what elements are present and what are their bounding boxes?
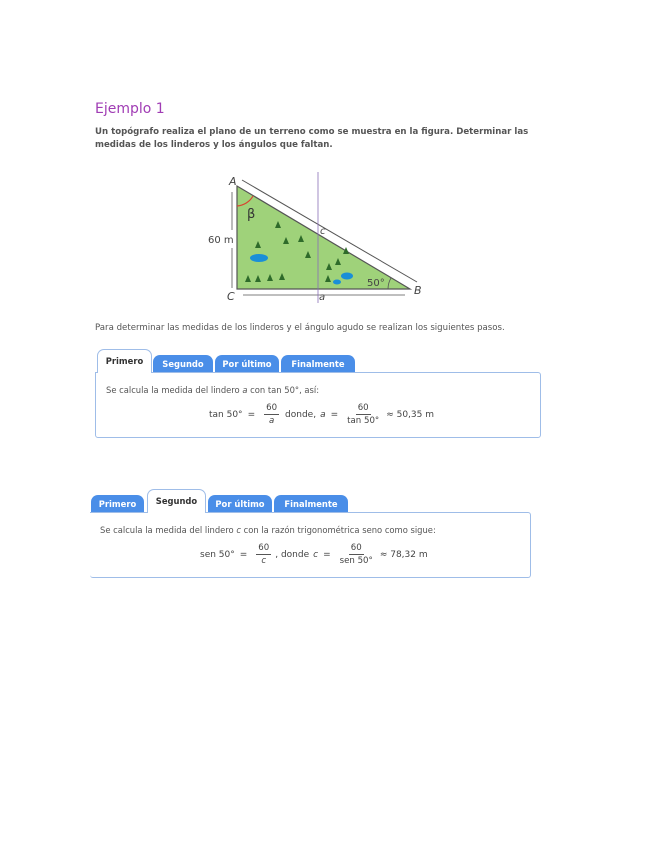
panel-1-text: [106, 385, 319, 395]
pond: [250, 254, 268, 262]
f-approx: ≈ 78,32 m: [379, 549, 428, 560]
example-title: Ejemplo 1: [95, 101, 165, 117]
label-beta: β: [247, 207, 256, 222]
label-50deg: 50°: [367, 278, 385, 289]
label-B: B: [414, 284, 422, 297]
f-donde: , donde: [275, 549, 310, 560]
tab-por-ultimo[interactable]: Por último: [208, 495, 272, 513]
numerator: 60: [350, 543, 362, 553]
formula-1: [209, 403, 434, 426]
panel-2-text: [100, 525, 436, 535]
f-lhs: tan 50°: [209, 409, 243, 420]
f-eq: =: [239, 549, 248, 560]
terrain-figure: [205, 170, 445, 305]
fraction: [256, 543, 271, 566]
denominator: c: [261, 556, 267, 566]
f-lhs: sen 50°: [200, 549, 235, 560]
tab-segundo[interactable]: Segundo: [147, 489, 206, 513]
label-C: C: [227, 290, 235, 303]
text-post: con tan 50°, así:: [247, 385, 320, 395]
numerator: 60: [266, 403, 278, 413]
fraction: [347, 403, 379, 426]
example-statement: Un topógrafo realiza el plano de un terreno como se muestra en la figura. Determinar las medidas de los linderos y los ángulos que faltan.: [95, 127, 529, 150]
label-c: c: [320, 226, 326, 237]
fraction: [340, 543, 373, 566]
f-var: a: [320, 409, 326, 420]
steps-intro: Para determinar las medidas de los linderos y el ángulo agudo se realizan los siguientes pasos.: [95, 323, 505, 333]
denominator: tan 50°: [347, 416, 380, 426]
label-A: A: [229, 175, 237, 188]
terrain-triangle: [237, 186, 410, 289]
f-eq2: =: [323, 549, 331, 560]
denominator: a: [268, 416, 275, 426]
tab-finalmente[interactable]: Finalmente: [274, 495, 348, 513]
fraction: [264, 403, 279, 426]
text-var: a: [242, 385, 248, 395]
f-eq: =: [247, 409, 256, 420]
text-pre: Se calcula la medida del lindero: [100, 525, 237, 535]
panel-2: [90, 512, 531, 578]
f-eq2: =: [330, 409, 339, 420]
numerator: 60: [357, 403, 369, 413]
label-a: a: [319, 292, 326, 303]
pond: [341, 273, 353, 280]
text-var: c: [236, 525, 241, 535]
tab-por-ultimo[interactable]: Por último: [215, 355, 279, 373]
panel-1: [95, 372, 541, 438]
label-60m: 60 m: [208, 235, 234, 246]
f-approx: ≈ 50,35 m: [386, 409, 434, 420]
tab-primero[interactable]: Primero: [97, 349, 152, 373]
f-donde: donde,: [285, 409, 317, 420]
f-var: c: [313, 549, 319, 560]
denominator: sen 50°: [339, 556, 373, 566]
text-post: con la razón trigonométrica seno como sigue:: [240, 525, 436, 535]
formula-2: [200, 543, 428, 566]
tabs-panel-1: [97, 349, 367, 373]
tab-segundo[interactable]: Segundo: [153, 355, 213, 373]
pond: [333, 280, 341, 285]
numerator: 60: [258, 543, 270, 553]
tabs-panel-2: [91, 489, 361, 513]
text-pre: Se calcula la medida del lindero: [106, 385, 243, 395]
tab-finalmente[interactable]: Finalmente: [281, 355, 355, 373]
tab-primero[interactable]: Primero: [91, 495, 144, 513]
